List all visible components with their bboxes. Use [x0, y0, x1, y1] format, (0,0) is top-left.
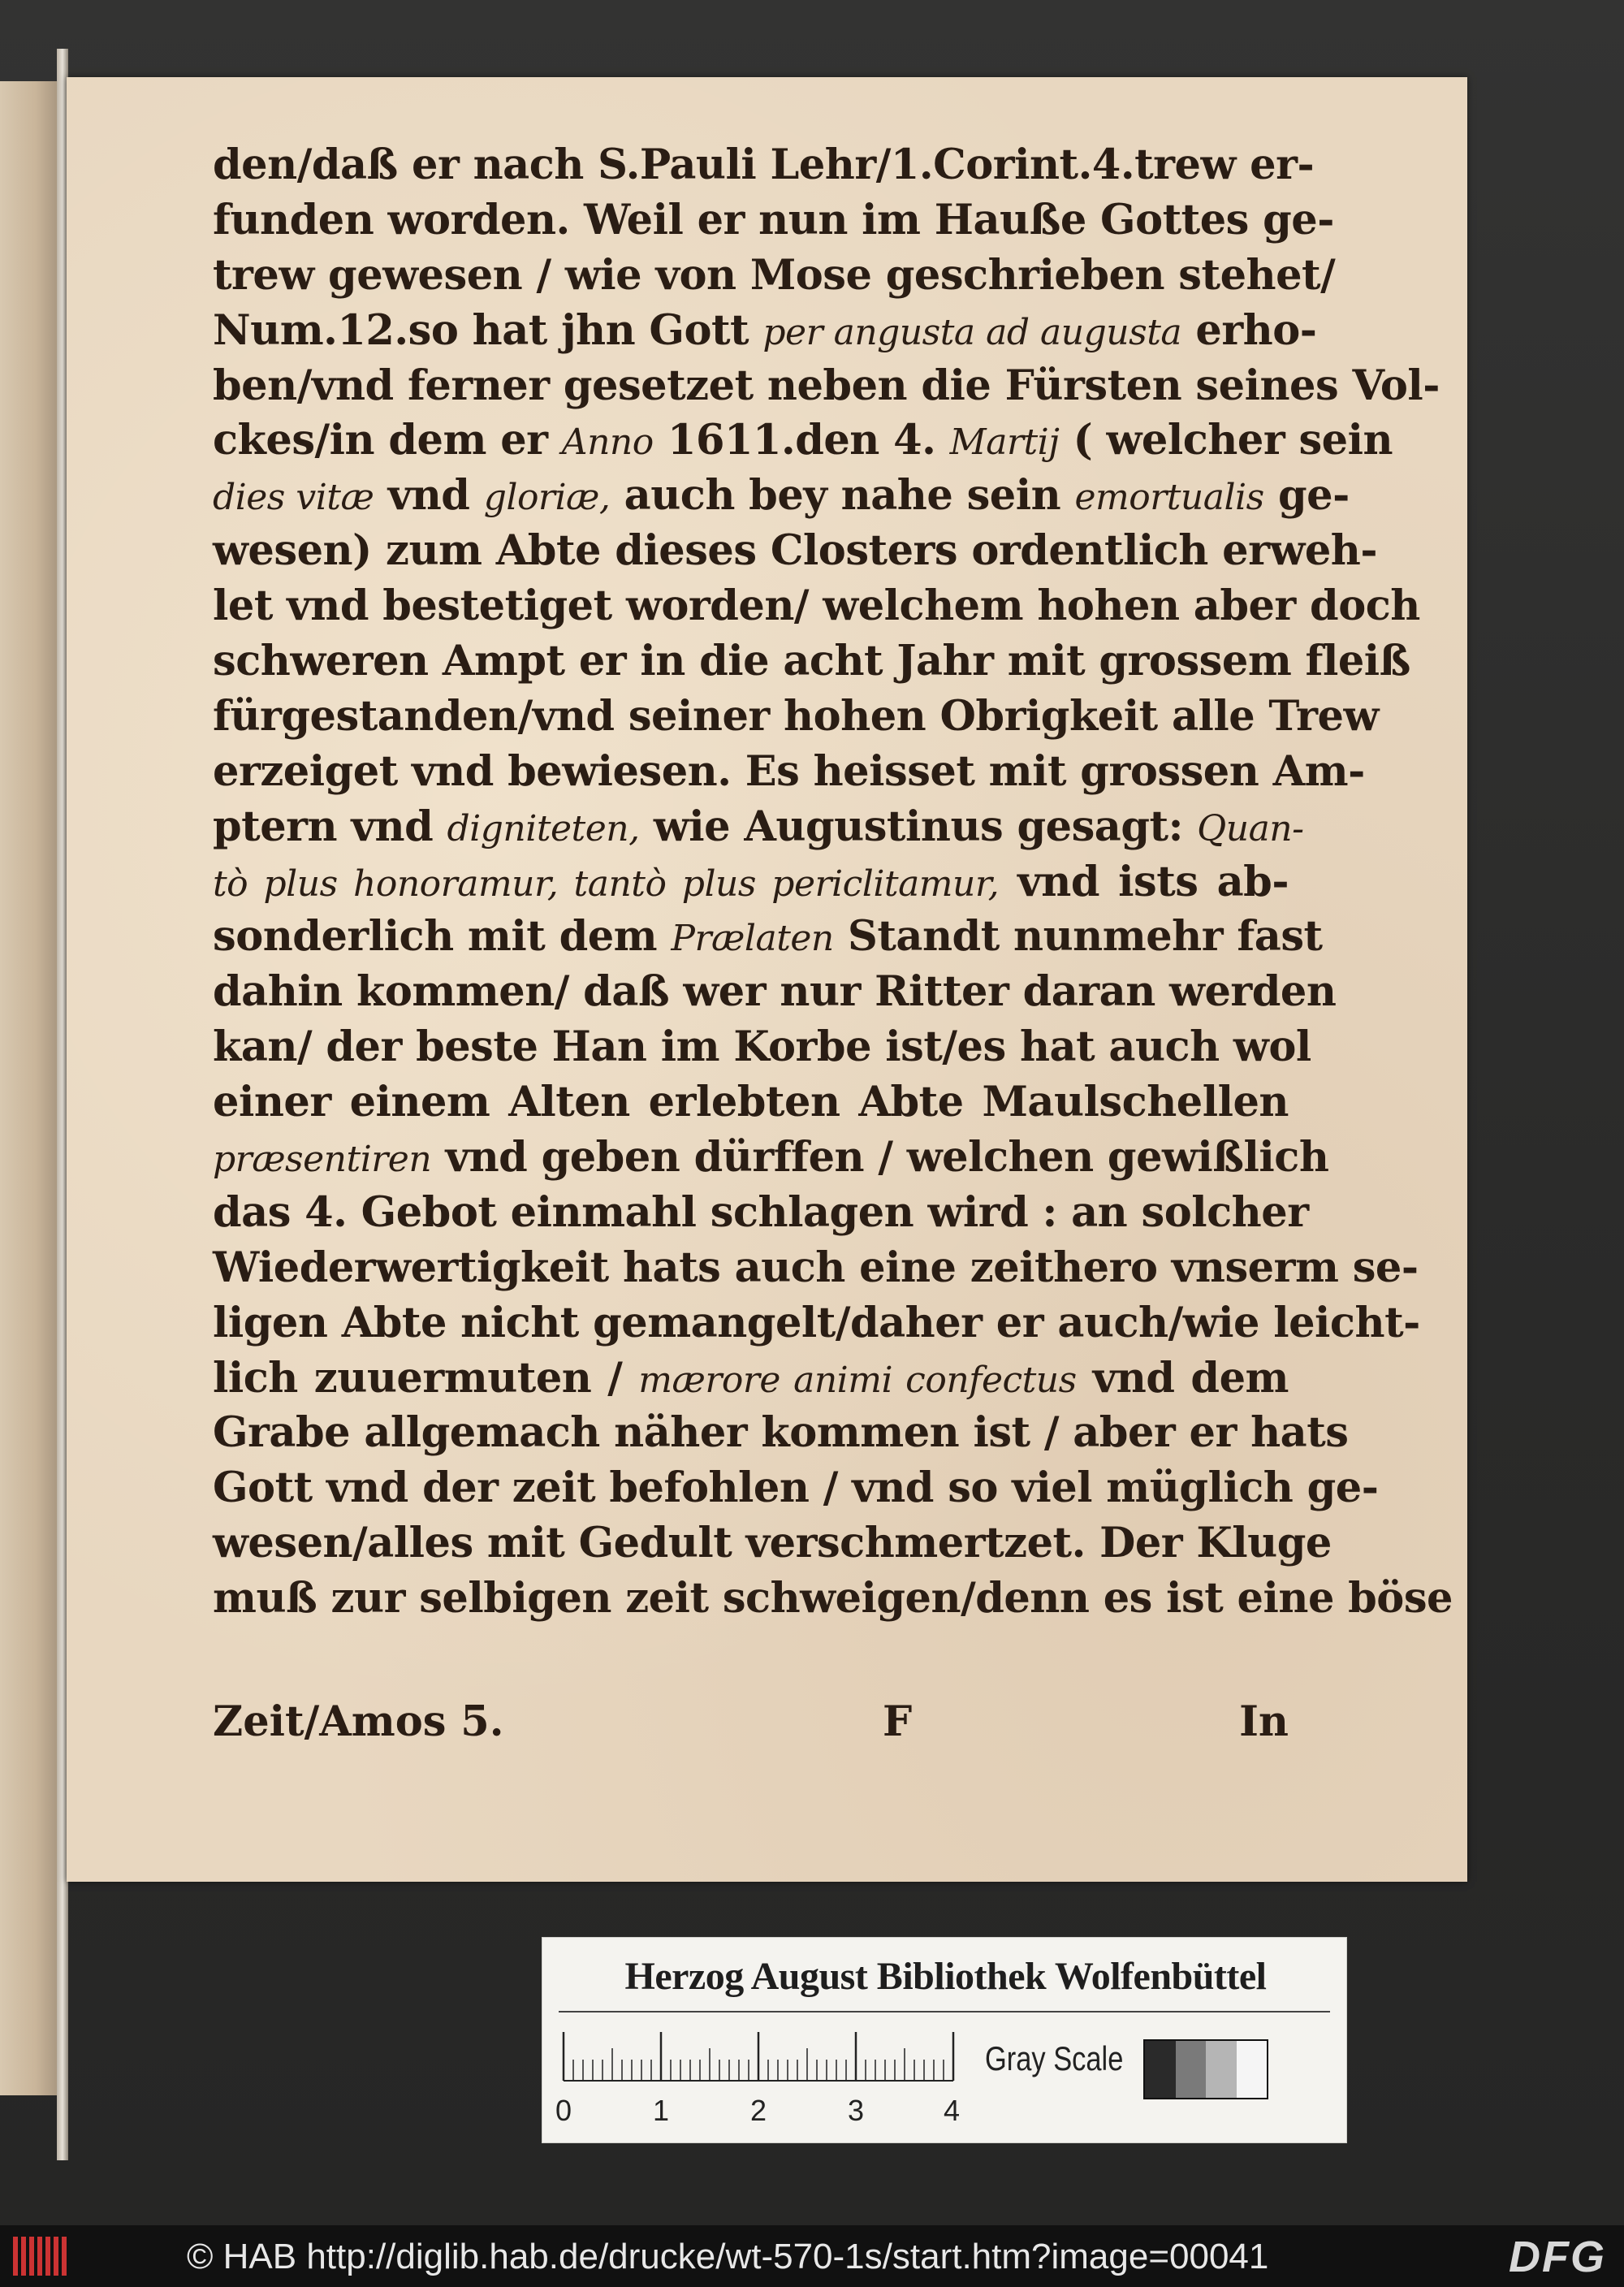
fraktur-text: ligen Abte nicht gemangelt/daher er auch/wie leicht- [213, 1298, 1420, 1347]
latin-italic-text: dies vitæ [213, 477, 374, 519]
latin-italic-text: præsentiren [213, 1139, 432, 1181]
fraktur-text: ge- [1263, 471, 1350, 521]
fraktur-text: wesen/alles mit Gedult verschmertzet. Der Kluge [213, 1519, 1332, 1568]
gray-patch [1145, 2041, 1176, 2098]
ruler-number: 1 [653, 2094, 670, 2127]
ruler-ticks [562, 2027, 968, 2084]
fraktur-text: Grabe allgemach näher kommen ist / aber er hats [213, 1408, 1349, 1458]
scale-ruler [555, 2027, 968, 2127]
gray-patch [1237, 2041, 1268, 2098]
gray-scale-patches [1143, 2039, 1268, 2099]
text-line [213, 910, 1323, 965]
text-line [213, 193, 1334, 249]
fraktur-text: ckes/in dem er [213, 416, 562, 465]
latin-italic-text: mærore animi confectus [638, 1359, 1077, 1401]
text-line [213, 1351, 1289, 1407]
fraktur-text: dahin kommen/ daß wer nur Ritter daran werden [213, 967, 1337, 1017]
text-line [213, 1296, 1420, 1351]
fraktur-text: erzeiget vnd bewiesen. Es heisset mit grossen Am- [213, 746, 1365, 796]
signature-mark: F [883, 1697, 913, 1746]
latin-italic-text: Anno [561, 422, 654, 464]
fraktur-text: erho- [1181, 305, 1317, 355]
gray-patch [1206, 2041, 1237, 2098]
text-line [213, 359, 1440, 414]
fraktur-text: fürgestanden/vnd seiner hohen Obrigkeit alle Trew [213, 691, 1379, 741]
fraktur-text: Wiederwertigkeit hats auch eine zeithero vnserm se- [213, 1243, 1419, 1292]
latin-italic-text: Martij [949, 422, 1060, 464]
fraktur-text: kan/ der beste Han im Korbe ist/es hat auch wol [213, 1022, 1311, 1072]
text-line [213, 745, 1365, 800]
text-line [213, 1572, 1453, 1627]
text-line [213, 579, 1420, 634]
last-text-line: Zeit/Amos 5. [213, 1697, 504, 1746]
text-line [213, 1241, 1419, 1296]
text-line [213, 1186, 1309, 1241]
fraktur-text: ( welcher sein [1059, 416, 1393, 465]
fraktur-text: vnd dem [1076, 1353, 1289, 1403]
fraktur-text: den/daß er nach S.Pauli Lehr/1.Corint.4.trew er- [213, 141, 1315, 189]
text-line [213, 524, 1378, 579]
latin-italic-text: emortualis [1074, 477, 1264, 519]
text-line [213, 413, 1393, 469]
ruler-number: 0 [555, 2094, 572, 2127]
fraktur-text: schweren Ampt er in die acht Jahr mit grossem fleiß [213, 637, 1410, 686]
gray-scale-label: Gray Scale [985, 2039, 1124, 2077]
fraktur-text: let vnd bestetiget worden/ welchem hohen aber doch [213, 581, 1420, 631]
latin-italic-text: Prælaten [671, 918, 834, 960]
text-line [213, 1516, 1332, 1572]
fraktur-text: lich zuuermuten / [213, 1353, 639, 1403]
gray-patch [1176, 2041, 1207, 2098]
text-line [213, 1406, 1349, 1461]
text-line [213, 1131, 1329, 1186]
fraktur-text: ben/vnd ferner gesetzet neben die Fürsten seines Vol- [213, 361, 1440, 410]
fraktur-text: das 4. Gebot einmahl schlagen wird : an solcher [213, 1187, 1309, 1237]
copyright-text: © HAB http://diglib.hab.de/drucke/wt-570-1s/start.htm?image=00041 [187, 2237, 1269, 2276]
text-line [213, 1020, 1311, 1075]
fraktur-text: einer einem Alten erlebten Abte Maulschellen [213, 1078, 1289, 1127]
text-line [213, 690, 1379, 745]
ruler-number: 4 [944, 2094, 961, 2127]
fraktur-text: vnd [374, 471, 484, 521]
hab-logo-icon [11, 2233, 70, 2279]
ruler-number: 2 [750, 2094, 767, 2127]
fraktur-text: wesen) zum Abte dieses Closters ordentlich erweh- [213, 526, 1378, 576]
text-line [213, 1075, 1289, 1131]
latin-italic-text: gloriæ, [483, 477, 611, 519]
fraktur-text: funden worden. Weil er nun im Hauße Gottes ge- [213, 195, 1334, 244]
fraktur-text: wie Augustinus gesagt: [639, 802, 1198, 851]
text-line [213, 1461, 1379, 1516]
text-line [213, 469, 1350, 524]
page-body-text [213, 138, 1453, 1627]
text-line [213, 304, 1317, 359]
fraktur-text: auch bey nahe sein [610, 471, 1075, 521]
fraktur-text: sonderlich mit dem [213, 912, 672, 962]
fraktur-text: 1611.den 4. [653, 416, 950, 465]
book-spine [0, 81, 65, 2095]
footer-bar [0, 2225, 1624, 2287]
ruler-number: 3 [848, 2094, 865, 2127]
fraktur-text: muß zur selbigen zeit schweigen/denn es ist eine böse [213, 1574, 1453, 1623]
text-line [213, 965, 1337, 1020]
fraktur-text: vnd geben dürffen / welchen gewißlich [431, 1133, 1329, 1182]
library-label-card [542, 1937, 1347, 2143]
text-line [213, 855, 1289, 910]
latin-italic-text: Quan- [1197, 807, 1304, 850]
latin-italic-text: digniteten, [447, 807, 640, 850]
book-page [67, 77, 1467, 1882]
fraktur-text: Gott vnd der zeit befohlen / vnd so viel müglich ge- [213, 1463, 1379, 1513]
text-line [213, 249, 1336, 304]
fraktur-text: Standt nunmehr fast [833, 912, 1323, 962]
label-divider [559, 2011, 1330, 2012]
fraktur-text: vnd ists ab- [999, 857, 1289, 906]
dfg-logo: DFG [1509, 2233, 1606, 2281]
latin-italic-text: tò plus honoramur, tantò plus periclitamur, [213, 862, 1000, 905]
page-footer-line [213, 1697, 1289, 1754]
latin-italic-text: per angusta ad augusta [762, 311, 1182, 353]
text-line [213, 634, 1410, 690]
fraktur-text: Num.12.so hat jhn Gott [213, 305, 763, 355]
library-name: Herzog August Bibliothek Wolfenbüttel [624, 1955, 1267, 1998]
fraktur-text: trew gewesen / wie von Mose geschrieben stehet/ [213, 250, 1336, 300]
text-line [213, 800, 1304, 855]
catchword: In [1239, 1697, 1289, 1746]
fraktur-text: ptern vnd [213, 802, 447, 851]
text-line [213, 138, 1315, 193]
